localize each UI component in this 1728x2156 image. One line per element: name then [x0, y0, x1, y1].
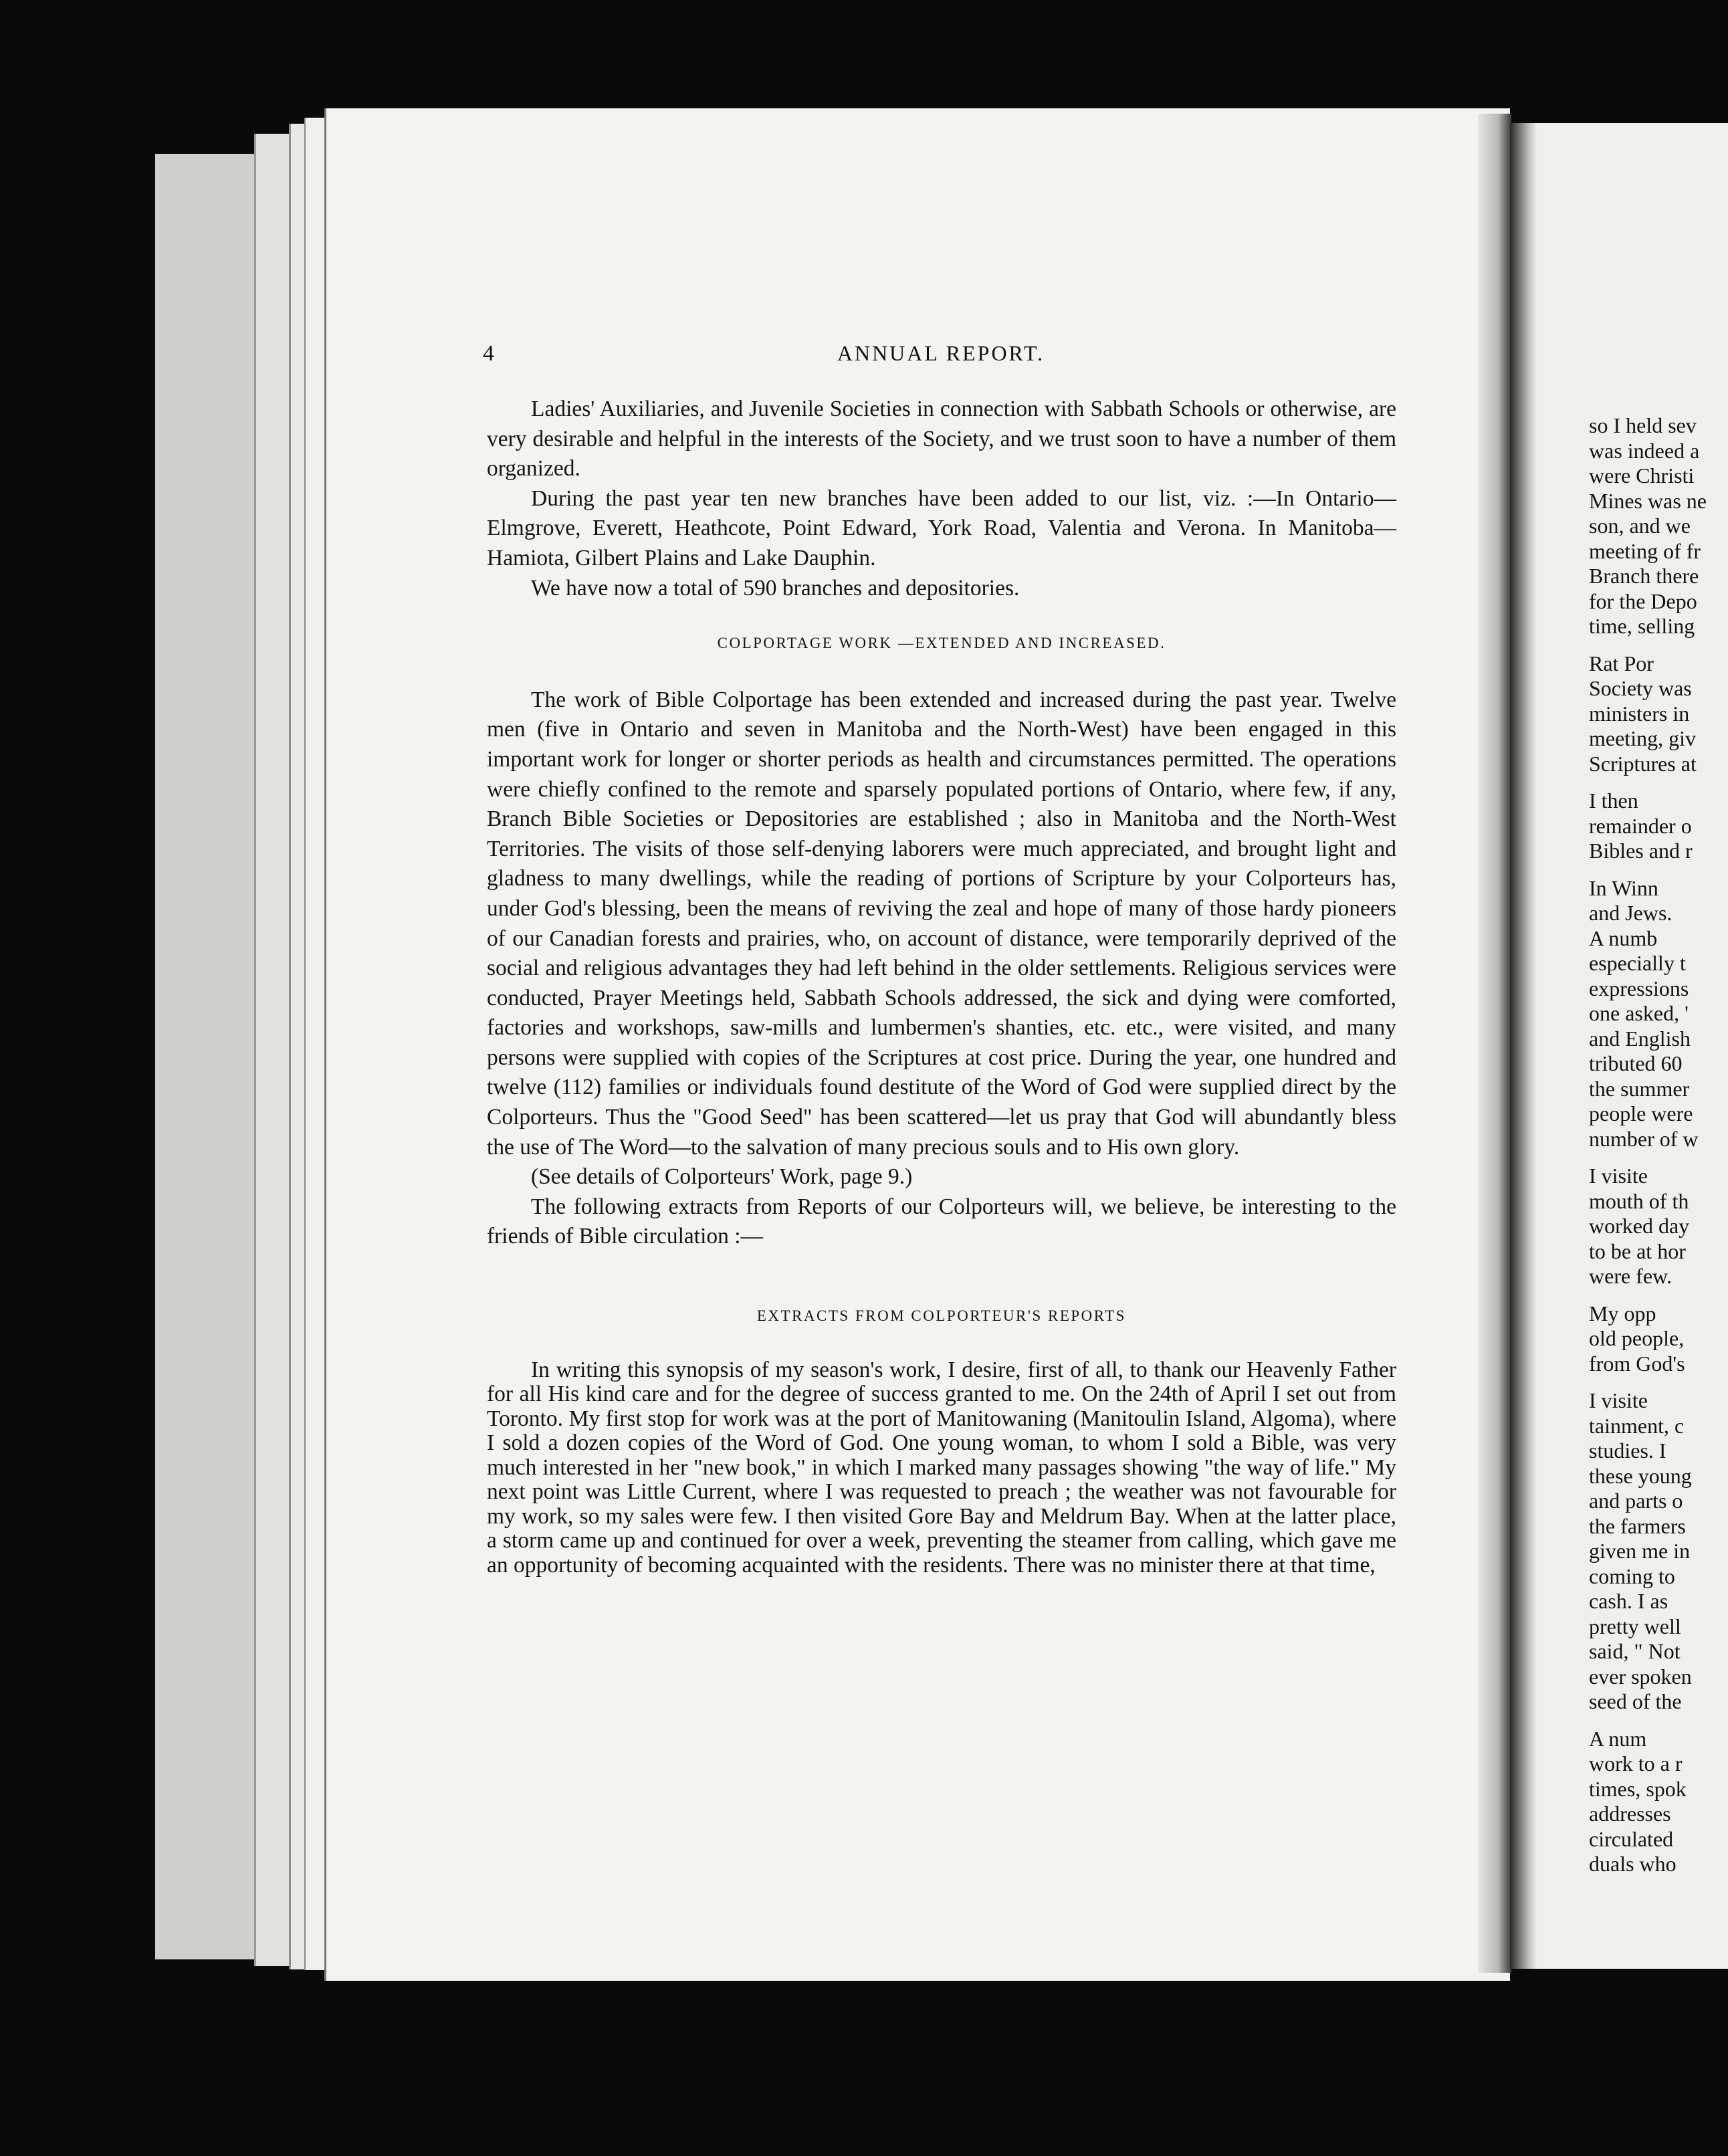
right-page-line: cash. I as	[1589, 1589, 1668, 1613]
right-page-line: old people,	[1589, 1326, 1685, 1350]
right-page-text	[1589, 413, 1728, 1877]
right-page-line: Bibles and r	[1589, 839, 1693, 863]
paragraph: Ladies' Auxiliaries, and Juvenile Societies in connection with Sabbath Schools or otherwise, are very desirable and helpful in the interests of the Society, and we trust soon to have a number of them organized.	[487, 397, 1396, 481]
right-page-line: A numb	[1589, 926, 1658, 950]
right-page-line: from God's	[1589, 1351, 1685, 1376]
line-gap	[1589, 1376, 1728, 1388]
paragraph: The work of Bible Colportage has been extended and increased during the past year. Twelve men (five in Ontario and seven in Manitoba and the North-West) have been engaged in this important work for longer or shorter periods as health and circumstances permitted. The operations were chiefly confined to the remote and sparsely populated portions of Ontario, where few, if any, Branch Bible Societies or Depositories are established ; also in Manitoba and the North-West Territories. The visits of those self-denying laborers were much appreciated, and brought light and gladness to many dwellings, while the reading of portions of Scripture by your Colporteurs has, under God's blessing, been the means of reviving the zeal and hope of many of those hardy pioneers of our Canadian forests and prairies, who, on account of distance, were temporarily deprived of the social and religious advantages they had left behind in the older settlements. Religious services were conducted, Prayer Meetings held, Sabbath Schools addressed, the sick and dying were comforted, factories and workshops, saw-mills and lumbermen's shanties, etc. etc., were visited, and many persons were supplied with copies of the Scriptures at cost price. During the year, one hundred and twelve (112) families or individuals found destitute of the Word of God were supplied direct by the Colporteurs. Thus the "Good Seed" has been scattered—let us pray that God will abundantly bless the use of The Word—to the salvation of many precious souls and to His own glory.	[487, 687, 1396, 1160]
right-page-line: Scriptures at	[1589, 751, 1697, 776]
right-page-line: A num	[1589, 1726, 1647, 1751]
right-page-line: remainder o	[1589, 813, 1692, 838]
running-title: ANNUAL REPORT.	[837, 341, 1045, 365]
page-body	[487, 395, 1396, 1578]
right-page-line: Rat Por	[1589, 651, 1654, 675]
right-page-line: to be at hor	[1589, 1238, 1686, 1263]
right-page-line: people were	[1589, 1101, 1693, 1125]
right-page-line: given me in	[1589, 1539, 1691, 1563]
fold-shadow	[1510, 123, 1537, 1969]
right-page-line: studies. I	[1589, 1438, 1666, 1463]
right-page-line: meeting, giv	[1589, 726, 1696, 750]
right-page-line: was indeed a	[1589, 438, 1700, 463]
line-gap	[1589, 639, 1728, 651]
right-page-line: were Christi	[1589, 463, 1695, 488]
right-page-line: and parts o	[1589, 1489, 1683, 1513]
right-page-line: these young	[1589, 1463, 1692, 1488]
right-page-line: seed of the	[1589, 1689, 1682, 1713]
paragraph: (See details of Colporteurs' Work, page 9.)	[531, 1164, 913, 1190]
right-page-line: duals who	[1589, 1852, 1677, 1876]
line-gap	[1589, 864, 1728, 876]
right-page-line: one asked, '	[1589, 1001, 1689, 1025]
page-number: 4	[483, 341, 494, 366]
right-page-line: for the Depo	[1589, 588, 1697, 613]
right-page-line: the summer	[1589, 1076, 1690, 1101]
right-page-line: son, and we	[1589, 514, 1691, 538]
right-page-line: ever spoken	[1589, 1664, 1692, 1689]
paragraph: During the past year ten new branches have been added to our list, viz. :—In Ontario—Elmgrove, Everett, Heathcote, Point Edward, York Road, Valentia and Verona. In Manitoba—Hamiota, Gilbert Plains and Lake Dauphin.	[487, 486, 1396, 570]
right-page-line: Society was	[1589, 676, 1692, 700]
right-page-line: worked day	[1589, 1214, 1690, 1238]
right-page-line: My opp	[1589, 1301, 1656, 1325]
right-page-line: especially t	[1589, 951, 1686, 975]
right-page-line: were few.	[1589, 1264, 1672, 1288]
page-header	[483, 341, 1399, 374]
paragraph: In writing this synopsis of my season's work, I desire, first of all, to thank our Heavenly Father for all His kind care and for the degree of success granted to me. On the 24th of April I set out from Toronto. My first stop for work was at the port of Manitowaning (Manitoulin Island, Algoma), where I sold a dozen copies of the Word of God. One young woman, to whom I sold a Bible, was very much interested in her "new book," in which I marked many passages showing "the way of life." My next point was Little Current, where I was requested to preach ; the weather was not favourable for my work, so my sales were few. I then visited Gore Bay and Meldrum Bay. When at the latter place, a storm came up and continued for over a week, preventing the steamer from calling, which gave me an opportunity of becoming acquainted with the residents. There was no minister there at that time,	[487, 1357, 1396, 1578]
right-page-line: meeting of fr	[1589, 538, 1701, 563]
paragraph: The following extracts from Reports of our Colporteurs will, we believe, be interesting to the friends of Bible circulation :—	[487, 1194, 1396, 1249]
line-gap	[1589, 1715, 1728, 1727]
book-gutter	[1478, 114, 1511, 1973]
right-page-line: expressions	[1589, 976, 1689, 1000]
line-gap	[1589, 1152, 1728, 1164]
line-gap	[1589, 1289, 1728, 1301]
right-page-line: coming to	[1589, 1564, 1675, 1588]
right-page-line: mouth of th	[1589, 1188, 1689, 1213]
right-page-line: said, " Not	[1589, 1639, 1681, 1663]
right-page-line: time, selling	[1589, 614, 1695, 638]
right-page-line: tributed 60	[1589, 1051, 1683, 1075]
right-page-line: work to a r	[1589, 1751, 1683, 1775]
right-page-line: I visite	[1589, 1164, 1648, 1188]
right-page-line: addresses	[1589, 1802, 1671, 1826]
section-heading: COLPORTAGE WORK —EXTENDED AND INCREASED.	[717, 635, 1166, 652]
right-page-line: and English	[1589, 1026, 1691, 1051]
right-page-line: the farmers	[1589, 1513, 1686, 1538]
line-gap	[1589, 776, 1728, 788]
right-page-line: ministers in	[1589, 701, 1690, 726]
right-page-line: so I held sev	[1589, 413, 1697, 437]
right-page-line: circulated	[1589, 1826, 1674, 1851]
section-heading: EXTRACTS FROM COLPORTEUR'S REPORTS	[756, 1307, 1127, 1325]
right-page-line: times, spok	[1589, 1776, 1687, 1801]
paragraph: We have now a total of 590 branches and depositories.	[531, 575, 1020, 601]
right-page-line: pretty well	[1589, 1614, 1681, 1638]
right-page-line: Mines was ne	[1589, 488, 1707, 513]
right-page-line: and Jews.	[1589, 901, 1672, 925]
right-page-line: Branch there	[1589, 564, 1699, 588]
right-page-line: number of w	[1589, 1126, 1699, 1151]
right-page-line: I visite	[1589, 1388, 1648, 1412]
right-page-line: In Winn	[1589, 875, 1658, 900]
right-page-line: tainment, c	[1589, 1413, 1685, 1438]
right-page-line: I then	[1589, 788, 1638, 813]
